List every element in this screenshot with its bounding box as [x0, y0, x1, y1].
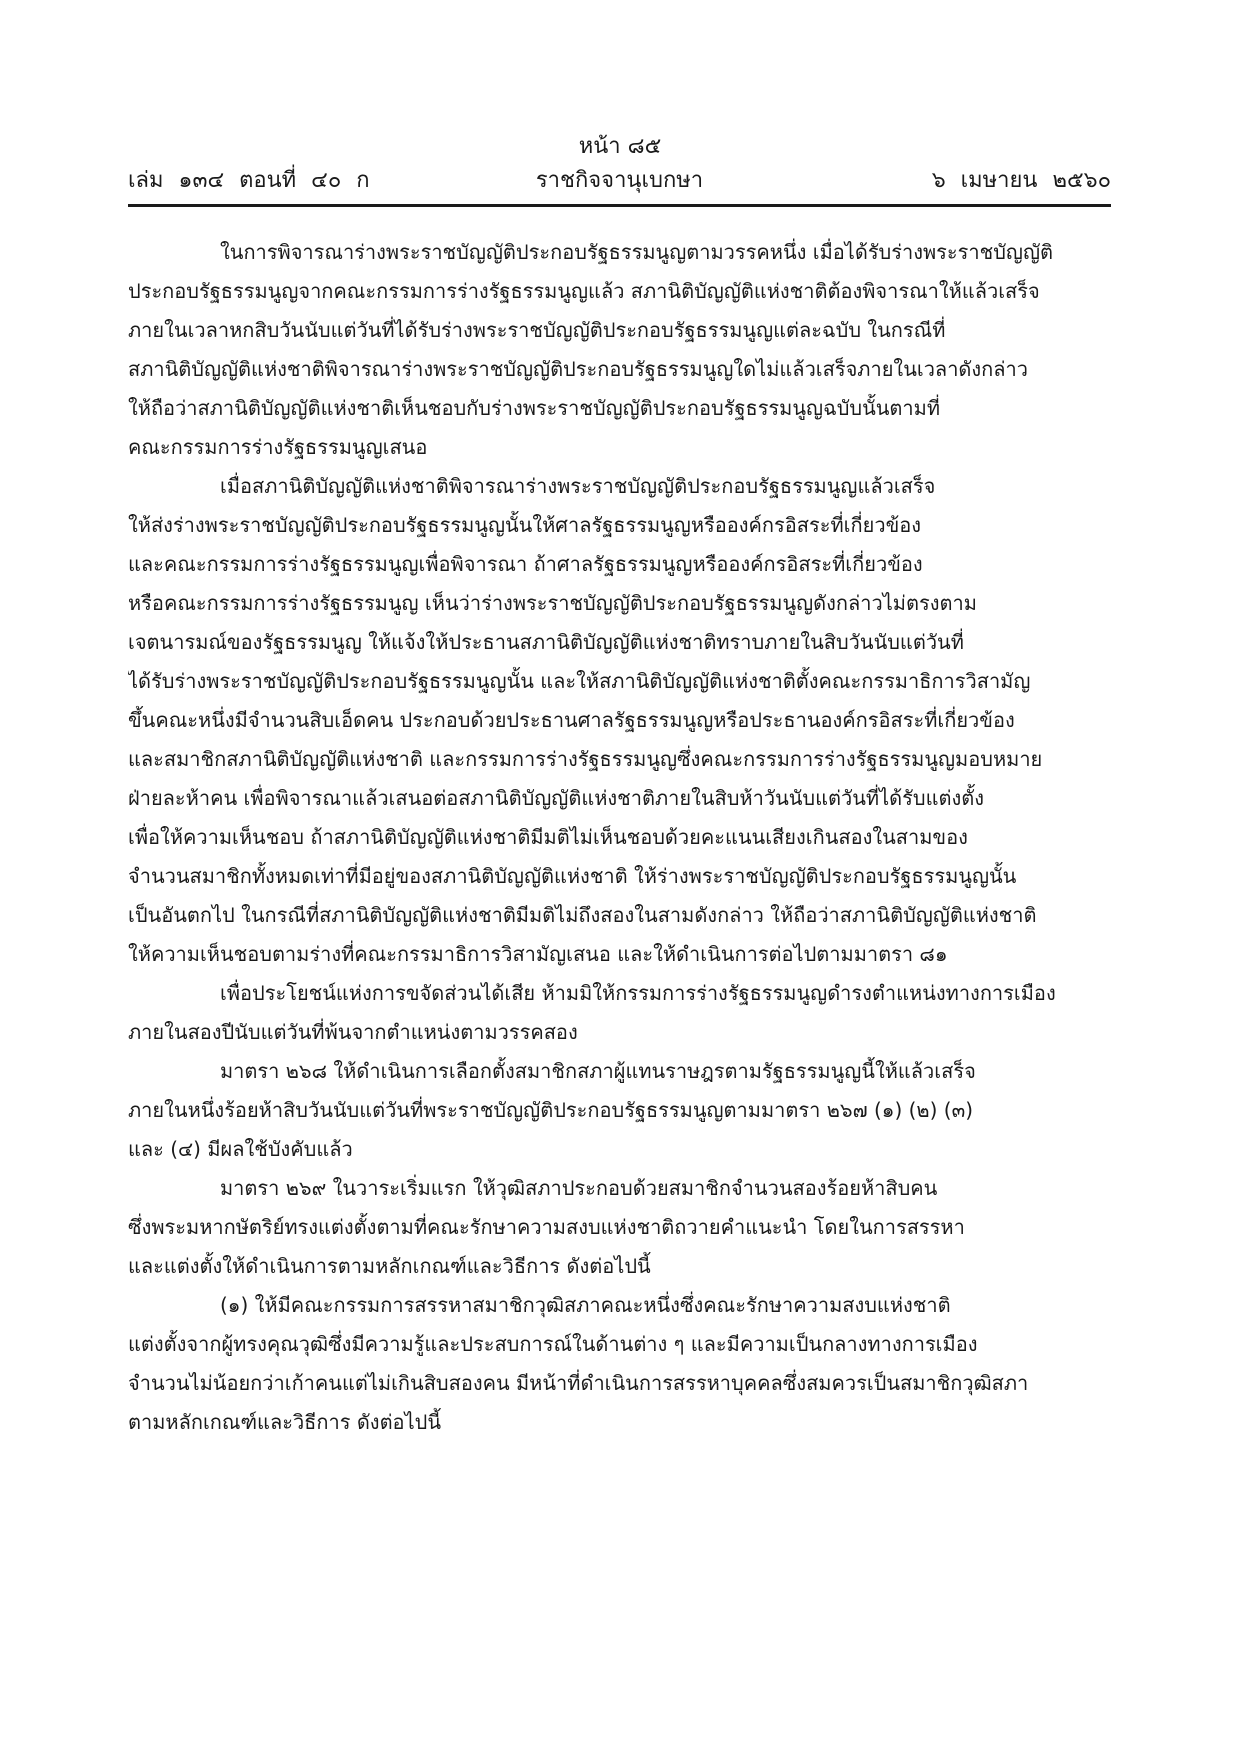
publication-date: ๖ เมษายน ๒๕๖๐ [931, 168, 1111, 193]
text-line: ในการพิจารณาร่างพระราชบัญญัติประกอบรัฐธรรมนูญตามวรรคหนึ่ง เมื่อได้รับร่างพระราชบัญญัติ [220, 240, 1053, 264]
text-line: ให้ส่งร่างพระราชบัญญัติประกอบรัฐธรรมนูญนั้นให้ศาลรัฐธรรมนูญหรือองค์กรอิสระที่เกี่ยวข้อง [128, 513, 922, 537]
text-line: ให้ถือว่าสภานิติบัญญัติแห่งชาติเห็นชอบกับร่างพระราชบัญญัติประกอบรัฐธรรมนูญฉบับนั้นตามที่ [128, 396, 941, 420]
text-line: หรือคณะกรรมการร่างรัฐธรรมนูญ เห็นว่าร่างพระราชบัญญัติประกอบรัฐธรรมนูญดังกล่าวไม่ตรงตาม [128, 591, 977, 615]
text-line: ภายในเวลาหกสิบวันนับแต่วันที่ได้รับร่างพระราชบัญญัติประกอบรัฐธรรมนูญแต่ละฉบับ ในกรณีที่ [128, 318, 946, 342]
text-line: ตามหลักเกณฑ์และวิธีการ ดังต่อไปนี้ [128, 1410, 441, 1434]
text-line: ภายในหนึ่งร้อยห้าสิบวันนับแต่วันที่พระราชบัญญัติประกอบรัฐธรรมนูญตามมาตรา ๒๖๗ (๑) (๒) (๓) [128, 1098, 974, 1122]
text-line: ให้ความเห็นชอบตามร่างที่คณะกรรมาธิการวิสามัญเสนอ และให้ดำเนินการต่อไปตามมาตรา ๘๑ [128, 942, 948, 966]
text-line: และแต่งตั้งให้ดำเนินการตามหลักเกณฑ์และวิธีการ ดังต่อไปนี้ [128, 1254, 651, 1278]
document-body [128, 233, 1111, 1442]
text-line: ขึ้นคณะหนึ่งมีจำนวนสิบเอ็ดคน ประกอบด้วยประธานศาลรัฐธรรมนูญหรือประธานองค์กรอิสระที่เกี่ยวข้อง [128, 708, 1015, 732]
text-line: ซึ่งพระมหากษัตริย์ทรงแต่งตั้งตามที่คณะรักษาความสงบแห่งชาติถวายคำแนะนำ โดยในการสรรหา [128, 1215, 965, 1239]
numbered-item-line: (๑) ให้มีคณะกรรมการสรรหาสมาชิกวุฒิสภาคณะหนึ่งซึ่งคณะรักษาความสงบแห่งชาติ [220, 1293, 951, 1317]
text-line: เมื่อสภานิติบัญญัติแห่งชาติพิจารณาร่างพระราชบัญญัติประกอบรัฐธรรมนูญแล้วเสร็จ [220, 474, 936, 498]
text-line: ภายในสองปีนับแต่วันที่พ้นจากตำแหน่งตามวรรคสอง [128, 1020, 578, 1044]
text-line: เพื่อให้ความเห็นชอบ ถ้าสภานิติบัญญัติแห่งชาติมีมติไม่เห็นชอบด้วยคะแนนเสียงเกินสองในสามของ [128, 825, 968, 849]
text-line: คณะกรรมการร่างรัฐธรรมนูญเสนอ [128, 435, 428, 459]
text-line: ฝ่ายละห้าคน เพื่อพิจารณาแล้วเสนอต่อสภานิติบัญญัติแห่งชาติภายในสิบห้าวันนับแต่วันที่ได้รับแต่งตั้ง [128, 786, 984, 810]
text-line: เป็นอันตกไป ในกรณีที่สภานิติบัญญัติแห่งชาติมีมติไม่ถึงสองในสามดังกล่าว ให้ถือว่าสภานิติบัญญัติแห่งชาติ [128, 903, 1037, 927]
volume-issue: เล่ม ๑๓๔ ตอนที่ ๔๐ ก [128, 168, 370, 193]
text-line: จำนวนไม่น้อยกว่าเก้าคนแต่ไม่เกินสิบสองคน มีหน้าที่ดำเนินการสรรหาบุคคลซึ่งสมควรเป็นสมาชิกวุฒิสภา [128, 1371, 1029, 1395]
section-heading-line: มาตรา ๒๖๙ ในวาระเริ่มแรก ให้วุฒิสภาประกอบด้วยสมาชิกจำนวนสองร้อยห้าสิบคน [220, 1176, 938, 1200]
text-line: จำนวนสมาชิกทั้งหมดเท่าที่มีอยู่ของสภานิติบัญญัติแห่งชาติ ให้ร่างพระราชบัญญัติประกอบรัฐธรรมนูญนั้น [128, 864, 1017, 888]
text-line: แต่งตั้งจากผู้ทรงคุณวุฒิซึ่งมีความรู้และประสบการณ์ในด้านต่าง ๆ และมีความเป็นกลางทางการเมือง [128, 1332, 978, 1356]
section-heading-line: มาตรา ๒๖๘ ให้ดำเนินการเลือกตั้งสมาชิกสภาผู้แทนราษฎรตามรัฐธรรมนูญนี้ให้แล้วเสร็จ [220, 1059, 976, 1083]
header-divider [128, 204, 1111, 207]
gazette-name: ราชกิจจานุเบกษา [535, 168, 704, 193]
text-line: สภานิติบัญญัติแห่งชาติพิจารณาร่างพระราชบัญญัติประกอบรัฐธรรมนูญใดไม่แล้วเสร็จภายในเวลาดังกล่าว [128, 357, 1028, 381]
page-number: หน้า ๘๕ [578, 134, 662, 159]
text-line: เจตนารมณ์ของรัฐธรรมนูญ ให้แจ้งให้ประธานสภานิติบัญญัติแห่งชาติทราบภายในสิบวันนับแต่วันที่ [128, 630, 964, 654]
text-line: ได้รับร่างพระราชบัญญัติประกอบรัฐธรรมนูญนั้น และให้สภานิติบัญญัติแห่งชาติตั้งคณะกรรมาธิการวิสามัญ [128, 669, 1031, 693]
text-line: ประกอบรัฐธรรมนูญจากคณะกรรมการร่างรัฐธรรมนูญแล้ว สภานิติบัญญัติแห่งชาติต้องพิจารณาให้แล้วเสร็จ [128, 279, 1040, 303]
text-line: และคณะกรรมการร่างรัฐธรรมนูญเพื่อพิจารณา ถ้าศาลรัฐธรรมนูญหรือองค์กรอิสระที่เกี่ยวข้อง [128, 552, 923, 576]
text-line: เพื่อประโยชน์แห่งการขจัดส่วนได้เสีย ห้ามมิให้กรรมการร่างรัฐธรรมนูญดำรงตำแหน่งทางการเมือง [220, 981, 1056, 1005]
text-line: และ (๔) มีผลใช้บังคับแล้ว [128, 1137, 353, 1161]
text-line: และสมาชิกสภานิติบัญญัติแห่งชาติ และกรรมการร่างรัฐธรรมนูญซึ่งคณะกรรมการร่างรัฐธรรมนูญมอบหมาย [128, 747, 1043, 771]
gazette-header [128, 166, 1111, 196]
